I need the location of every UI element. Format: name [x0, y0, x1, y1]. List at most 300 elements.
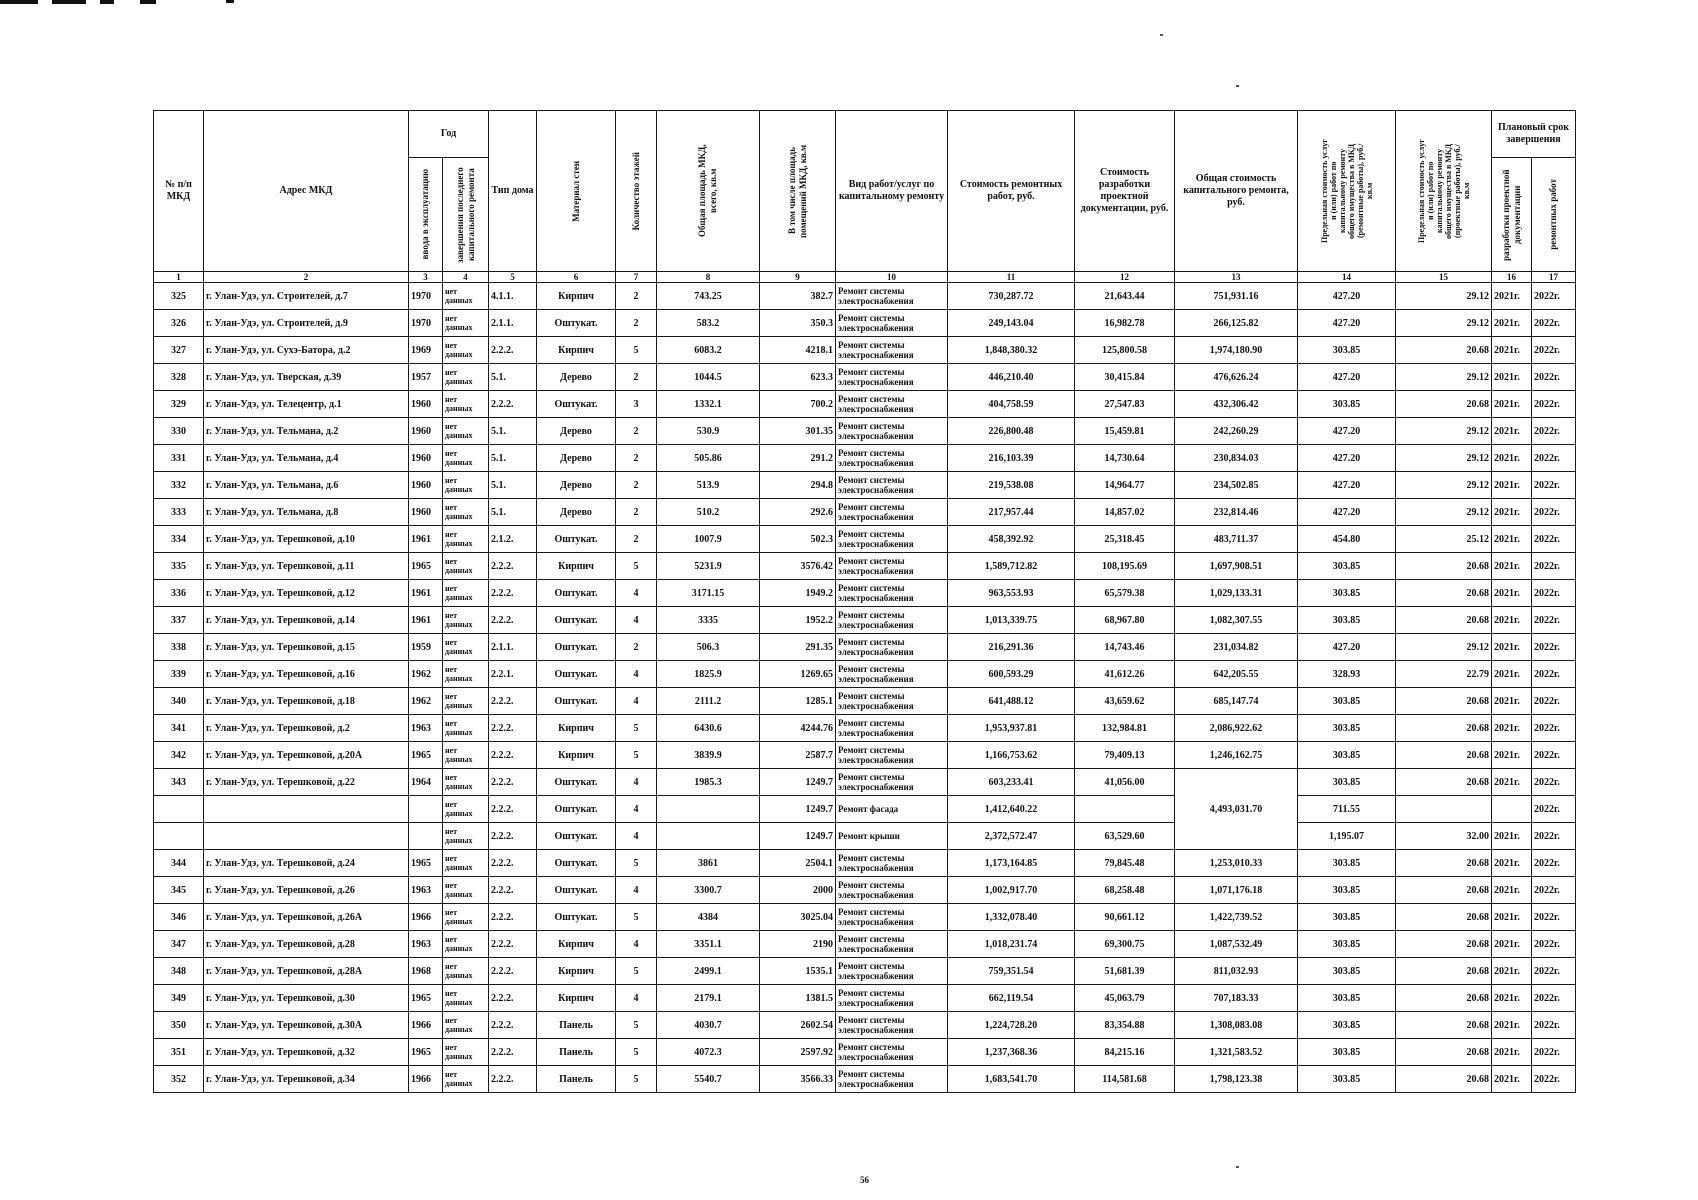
cell-floors: 2: [616, 310, 657, 337]
cell-address: г. Улан-Удэ, ул. Терешковой, д.32: [204, 1039, 409, 1066]
cell-area: 5540.7: [657, 1066, 760, 1093]
cell-last: нет данных: [443, 364, 489, 391]
cell-floors: 4: [616, 823, 657, 850]
cell-premises: 2000: [760, 877, 836, 904]
column-number: 10: [836, 272, 948, 283]
cell-area: 1825.9: [657, 661, 760, 688]
cell-d1: 2021г.: [1492, 472, 1532, 499]
cell-floors: 3: [616, 391, 657, 418]
cell-work: Ремонт системы электроснабжения: [836, 607, 948, 634]
cell-type: 2.2.2.: [489, 607, 537, 634]
cell-year: 1970: [409, 283, 443, 310]
cell-work: Ремонт системы электроснабжения: [836, 580, 948, 607]
cell-d1: 2021г.: [1492, 742, 1532, 769]
header-deadline-design: разработки проектной документации: [1492, 158, 1532, 272]
cell-last: нет данных: [443, 985, 489, 1012]
cell-area: 5231.9: [657, 553, 760, 580]
cell-design: 30,415.84: [1075, 364, 1175, 391]
cell-repair: 1,237,368.36: [948, 1039, 1075, 1066]
cell-work: Ремонт системы электроснабжения: [836, 526, 948, 553]
cell-type: 2.2.2.: [489, 985, 537, 1012]
column-number: 11: [948, 272, 1075, 283]
cell-premises: 4244.76: [760, 715, 836, 742]
cell-design: 25,318.45: [1075, 526, 1175, 553]
cell-last: нет данных: [443, 1039, 489, 1066]
cell-d2: 2022г.: [1532, 553, 1576, 580]
cell-work: Ремонт системы электроснабжения: [836, 715, 948, 742]
cell-work: Ремонт системы электроснабжения: [836, 769, 948, 796]
cell-limit-d: 20.68: [1396, 553, 1492, 580]
cell-num: 349: [154, 985, 204, 1012]
cell-design: 132,984.81: [1075, 715, 1175, 742]
cell-total: 1,321,583.52: [1175, 1039, 1298, 1066]
cell-work: Ремонт системы электроснабжения: [836, 877, 948, 904]
page-number: 56: [860, 1175, 869, 1185]
cell-d1: 2021г.: [1492, 418, 1532, 445]
cell-limit-d: 20.68: [1396, 337, 1492, 364]
cell-limit-d: 29.12: [1396, 283, 1492, 310]
cell-premises: 382.7: [760, 283, 836, 310]
scan-artifact: [226, 0, 234, 3]
cell-total: 707,183.33: [1175, 985, 1298, 1012]
cell-floors: 4: [616, 580, 657, 607]
empty-cell: [657, 823, 760, 850]
cell-num: 351: [154, 1039, 204, 1066]
column-number: 3: [409, 272, 443, 283]
cell-d2: 2022г.: [1532, 364, 1576, 391]
cell-design: 68,967.80: [1075, 607, 1175, 634]
cell-area: 6083.2: [657, 337, 760, 364]
cell-num: 337: [154, 607, 204, 634]
cell-design: 114,581.68: [1075, 1066, 1175, 1093]
cell-repair: 1,166,753.62: [948, 742, 1075, 769]
cell-design: 51,681.39: [1075, 958, 1175, 985]
cell-material: Дерево: [537, 418, 616, 445]
table-row: [154, 418, 1576, 445]
cell-floors: 5: [616, 1039, 657, 1066]
cell-work: Ремонт системы электроснабжения: [836, 1039, 948, 1066]
cell-premises: 1249.7: [760, 769, 836, 796]
cell-floors: 2: [616, 634, 657, 661]
cell-last: нет данных: [443, 418, 489, 445]
cell-limit-d: 29.12: [1396, 310, 1492, 337]
cell-year: 1965: [409, 985, 443, 1012]
cell-d1: 2021г.: [1492, 661, 1532, 688]
cell-design: 14,730.64: [1075, 445, 1175, 472]
cell-num: 343: [154, 769, 204, 796]
cell-work: Ремонт системы электроснабжения: [836, 418, 948, 445]
cell-repair: 1,173,164.85: [948, 850, 1075, 877]
cell-floors: 2: [616, 418, 657, 445]
cell-repair: 600,593.29: [948, 661, 1075, 688]
cell-d2: 2022г.: [1532, 580, 1576, 607]
cell-work: Ремонт системы электроснабжения: [836, 1066, 948, 1093]
cell-last: нет данных: [443, 742, 489, 769]
cell-limit-d: 20.68: [1396, 1066, 1492, 1093]
cell-d2: 2022г.: [1532, 769, 1576, 796]
cell-num: 327: [154, 337, 204, 364]
cell-premises: 2602.54: [760, 1012, 836, 1039]
cell-limit-d: 29.12: [1396, 499, 1492, 526]
cell-work: Ремонт системы электроснабжения: [836, 904, 948, 931]
cell-premises: 623.3: [760, 364, 836, 391]
cell-work: Ремонт системы электроснабжения: [836, 688, 948, 715]
cell-premises: 294.8: [760, 472, 836, 499]
cell-work: Ремонт системы электроснабжения: [836, 364, 948, 391]
cell-last: нет данных: [443, 283, 489, 310]
cell-d2: 2022г.: [1532, 1012, 1576, 1039]
cell-repair: 217,957.44: [948, 499, 1075, 526]
cell-work: Ремонт системы электроснабжения: [836, 283, 948, 310]
scan-speck: [1236, 1166, 1239, 1168]
cell-type: 2.2.2.: [489, 931, 537, 958]
cell-last: нет данных: [443, 526, 489, 553]
cell-design: 79,845.48: [1075, 850, 1175, 877]
table-row: [154, 688, 1576, 715]
cell-area: 3300.7: [657, 877, 760, 904]
cell-material: Кирпич: [537, 337, 616, 364]
cell-last: нет данных: [443, 715, 489, 742]
cell-total: 1,029,133.31: [1175, 580, 1298, 607]
cell-type: 2.2.2.: [489, 1039, 537, 1066]
cell-limit-d: 20.68: [1396, 391, 1492, 418]
cell-limit-d: 29.12: [1396, 472, 1492, 499]
table-header: [154, 111, 1576, 283]
cell-limit-r: 303.85: [1298, 688, 1396, 715]
cell-last: нет данных: [443, 796, 489, 823]
header-num: № п/п МКД: [154, 111, 204, 272]
cell-design: 21,643.44: [1075, 283, 1175, 310]
cell-address: г. Улан-Удэ, ул. Сухэ-Батора, д.2: [204, 337, 409, 364]
cell-material: Кирпич: [537, 742, 616, 769]
cell-limit-r: 454.80: [1298, 526, 1396, 553]
cell-address: г. Улан-Удэ, ул. Тверская, д.39: [204, 364, 409, 391]
cell-last: нет данных: [443, 607, 489, 634]
cell-design: 14,743.46: [1075, 634, 1175, 661]
cell-design: 63,529.60: [1075, 823, 1175, 850]
header-limit-repair: Предельная стоимость услуг и (или) работ по капитальному ремонту общего имущества в МКД (ремонтные работы), руб./кв.м: [1298, 111, 1396, 272]
cell-d1: 2021г.: [1492, 769, 1532, 796]
cell-limit-d: 22.79: [1396, 661, 1492, 688]
cell-design: 84,215.16: [1075, 1039, 1175, 1066]
cell-repair: 226,800.48: [948, 418, 1075, 445]
cell-repair: 603,233.41: [948, 769, 1075, 796]
cell-area: 583.2: [657, 310, 760, 337]
column-number: 16: [1492, 272, 1532, 283]
table-row: [154, 877, 1576, 904]
header-year-group: Год: [409, 111, 489, 158]
cell-d1: 2021г.: [1492, 904, 1532, 931]
cell-limit-d: 25.12: [1396, 526, 1492, 553]
cell-repair: 1,332,078.40: [948, 904, 1075, 931]
cell-design: 15,459.81: [1075, 418, 1175, 445]
header-limit-design: Предельная стоимость услуг и (или) работ по капитальному ремонту общего имущества в МКД (проектные работы), руб./кв.м: [1396, 111, 1492, 272]
cell-material: Оштукат.: [537, 877, 616, 904]
cell-d2: 2022г.: [1532, 661, 1576, 688]
cell-last: нет данных: [443, 472, 489, 499]
cell-address: г. Улан-Удэ, ул. Строителей, д.7: [204, 283, 409, 310]
cell-last: нет данных: [443, 310, 489, 337]
cell-num: 336: [154, 580, 204, 607]
cell-repair: 1,002,917.70: [948, 877, 1075, 904]
cell-year: 1960: [409, 418, 443, 445]
cell-area: 3351.1: [657, 931, 760, 958]
cell-d2: 2022г.: [1532, 904, 1576, 931]
cell-last: нет данных: [443, 499, 489, 526]
cell-limit-r: 303.85: [1298, 769, 1396, 796]
cell-area: 4030.7: [657, 1012, 760, 1039]
cell-premises: 350.3: [760, 310, 836, 337]
cell-limit-d: 29.12: [1396, 634, 1492, 661]
cell-d1: 2021г.: [1492, 850, 1532, 877]
cell-total: 234,502.85: [1175, 472, 1298, 499]
cell-material: Кирпич: [537, 931, 616, 958]
cell-num: 335: [154, 553, 204, 580]
cell-area: 3335: [657, 607, 760, 634]
cell-design: 14,964.77: [1075, 472, 1175, 499]
header-deadline-group: Плановый срок завершения: [1492, 111, 1576, 158]
cell-type: 5.1.: [489, 445, 537, 472]
cell-premises: 291.2: [760, 445, 836, 472]
repair-schedule-table: [153, 110, 1576, 1093]
cell-area: 4072.3: [657, 1039, 760, 1066]
cell-floors: 4: [616, 931, 657, 958]
cell-num: 333: [154, 499, 204, 526]
cell-premises: 1381.5: [760, 985, 836, 1012]
cell-material: Оштукат.: [537, 607, 616, 634]
cell-limit-r: 303.85: [1298, 1066, 1396, 1093]
cell-d1: 2021г.: [1492, 499, 1532, 526]
cell-design: 108,195.69: [1075, 553, 1175, 580]
cell-repair: 458,392.92: [948, 526, 1075, 553]
cell-total: 1,974,180.90: [1175, 337, 1298, 364]
cell-premises: 3025.04: [760, 904, 836, 931]
cell-limit-d: 29.12: [1396, 364, 1492, 391]
cell-year: 1961: [409, 607, 443, 634]
cell-address: г. Улан-Удэ, ул. Телецентр, д.1: [204, 391, 409, 418]
cell-d1: 2021г.: [1492, 1039, 1532, 1066]
header-total-area: Общая площадь МКД, всего, кв.м: [657, 111, 760, 272]
cell-num: 325: [154, 283, 204, 310]
cell-work: Ремонт системы электроснабжения: [836, 661, 948, 688]
cell-limit-r: 303.85: [1298, 877, 1396, 904]
cell-last: нет данных: [443, 580, 489, 607]
cell-year: 1960: [409, 445, 443, 472]
cell-address: г. Улан-Удэ, ул. Терешковой, д.16: [204, 661, 409, 688]
scan-artifact: [52, 0, 86, 4]
table-row: [154, 1012, 1576, 1039]
cell-design: 69,300.75: [1075, 931, 1175, 958]
cell-material: Кирпич: [537, 958, 616, 985]
cell-work: Ремонт системы электроснабжения: [836, 499, 948, 526]
cell-limit-r: 427.20: [1298, 445, 1396, 472]
cell-premises: 1535.1: [760, 958, 836, 985]
cell-last: нет данных: [443, 958, 489, 985]
cell-d2: 2022г.: [1532, 472, 1576, 499]
cell-d1: 2021г.: [1492, 634, 1532, 661]
cell-material: Дерево: [537, 445, 616, 472]
cell-address: г. Улан-Удэ, ул. Терешковой, д.10: [204, 526, 409, 553]
cell-d1: 2021г.: [1492, 553, 1532, 580]
cell-design: 16,982.78: [1075, 310, 1175, 337]
cell-type: 2.2.2.: [489, 1012, 537, 1039]
cell-d2: 2022г.: [1532, 418, 1576, 445]
cell-address: г. Улан-Удэ, ул. Тельмана, д.6: [204, 472, 409, 499]
cell-repair: 1,683,541.70: [948, 1066, 1075, 1093]
cell-limit-r: 427.20: [1298, 418, 1396, 445]
cell-limit-r: 303.85: [1298, 742, 1396, 769]
cell-d2: 2022г.: [1532, 931, 1576, 958]
cell-year: 1965: [409, 553, 443, 580]
cell-floors: 5: [616, 1012, 657, 1039]
cell-work: Ремонт крыши: [836, 823, 948, 850]
cell-area: 1985.3: [657, 769, 760, 796]
cell-last: нет данных: [443, 850, 489, 877]
cell-last: нет данных: [443, 391, 489, 418]
header-year-operation: ввода в эксплуатацию: [409, 158, 443, 272]
cell-limit-d: 20.68: [1396, 904, 1492, 931]
column-number: 5: [489, 272, 537, 283]
cell-address: г. Улан-Удэ, ул. Терешковой, д.26: [204, 877, 409, 904]
cell-floors: 5: [616, 958, 657, 985]
cell-work: Ремонт системы электроснабжения: [836, 472, 948, 499]
cell-d2: 2022г.: [1532, 283, 1576, 310]
cell-d2: 2022г.: [1532, 985, 1576, 1012]
cell-limit-r: 427.20: [1298, 310, 1396, 337]
cell-limit-d: 29.12: [1396, 418, 1492, 445]
cell-limit-r: 427.20: [1298, 283, 1396, 310]
cell-total: 230,834.03: [1175, 445, 1298, 472]
cell-address: г. Улан-Удэ, ул. Терешковой, д.14: [204, 607, 409, 634]
cell-limit-d: 20.68: [1396, 1012, 1492, 1039]
table-row: [154, 553, 1576, 580]
cell-floors: 2: [616, 499, 657, 526]
table-row: [154, 391, 1576, 418]
cell-type: 2.2.2.: [489, 715, 537, 742]
cell-repair: 1,224,728.20: [948, 1012, 1075, 1039]
cell-design: 41,612.26: [1075, 661, 1175, 688]
cell-limit-d: 20.68: [1396, 769, 1492, 796]
scan-artifact: [100, 0, 114, 4]
cell-limit-d: 20.68: [1396, 931, 1492, 958]
cell-type: 2.2.2.: [489, 688, 537, 715]
column-number: 7: [616, 272, 657, 283]
cell-material: Оштукат.: [537, 661, 616, 688]
cell-d1: 2021г.: [1492, 985, 1532, 1012]
cell-work: Ремонт системы электроснабжения: [836, 337, 948, 364]
cell-type: 2.2.2.: [489, 796, 537, 823]
cell-work: Ремонт фасада: [836, 796, 948, 823]
cell-repair: 446,210.40: [948, 364, 1075, 391]
cell-design: 90,661.12: [1075, 904, 1175, 931]
cell-material: Кирпич: [537, 283, 616, 310]
cell-year: 1966: [409, 1012, 443, 1039]
cell-address: г. Улан-Удэ, ул. Терешковой, д.12: [204, 580, 409, 607]
cell-address: г. Улан-Удэ, ул. Терешковой, д.2: [204, 715, 409, 742]
cell-address: г. Улан-Удэ, ул. Терешковой, д.22: [204, 769, 409, 796]
cell-limit-d: 20.68: [1396, 688, 1492, 715]
cell-material: Оштукат.: [537, 580, 616, 607]
cell-total: 1,253,010.33: [1175, 850, 1298, 877]
cell-d1: 2021г.: [1492, 283, 1532, 310]
cell-design: 65,579.38: [1075, 580, 1175, 607]
cell-area: 530.9: [657, 418, 760, 445]
cell-type: 5.1.: [489, 472, 537, 499]
empty-cell: [1396, 796, 1492, 823]
column-number: 4: [443, 272, 489, 283]
cell-repair: 1,018,231.74: [948, 931, 1075, 958]
cell-material: Дерево: [537, 364, 616, 391]
cell-d1: 2021г.: [1492, 931, 1532, 958]
cell-design: 43,659.62: [1075, 688, 1175, 715]
column-number: 15: [1396, 272, 1492, 283]
cell-limit-r: 427.20: [1298, 364, 1396, 391]
table-row: [154, 526, 1576, 553]
cell-year: 1965: [409, 742, 443, 769]
cell-floors: 5: [616, 337, 657, 364]
cell-floors: 2: [616, 283, 657, 310]
cell-d2: 2022г.: [1532, 526, 1576, 553]
cell-floors: 4: [616, 796, 657, 823]
cell-premises: 700.2: [760, 391, 836, 418]
cell-design: 79,409.13: [1075, 742, 1175, 769]
cell-limit-d: 20.68: [1396, 958, 1492, 985]
cell-premises: 292.6: [760, 499, 836, 526]
cell-premises: 291.35: [760, 634, 836, 661]
cell-premises: 2504.1: [760, 850, 836, 877]
header-floors: Количество этажей: [616, 111, 657, 272]
cell-work: Ремонт системы электроснабжения: [836, 445, 948, 472]
cell-premises: 1269.65: [760, 661, 836, 688]
cell-type: 2.2.2.: [489, 850, 537, 877]
cell-area: 3861: [657, 850, 760, 877]
cell-address: г. Улан-Удэ, ул. Терешковой, д.34: [204, 1066, 409, 1093]
cell-d1: 2021г.: [1492, 1066, 1532, 1093]
table-row: [154, 445, 1576, 472]
cell-last: нет данных: [443, 553, 489, 580]
cell-d1: 2021г.: [1492, 1012, 1532, 1039]
cell-type: 2.1.1.: [489, 310, 537, 337]
cell-total: 231,034.82: [1175, 634, 1298, 661]
cell-num: 328: [154, 364, 204, 391]
cell-total: 1,697,908.51: [1175, 553, 1298, 580]
cell-premises: 1285.1: [760, 688, 836, 715]
cell-total: 685,147.74: [1175, 688, 1298, 715]
cell-last: нет данных: [443, 904, 489, 931]
cell-limit-d: 20.68: [1396, 850, 1492, 877]
cell-area: 4384: [657, 904, 760, 931]
header-address: Адрес МКД: [204, 111, 409, 272]
column-number-row: [154, 272, 1576, 283]
cell-repair: 1,953,937.81: [948, 715, 1075, 742]
cell-year: 1965: [409, 1039, 443, 1066]
cell-d2: 2022г.: [1532, 1066, 1576, 1093]
cell-premises: 1952.2: [760, 607, 836, 634]
empty-cell: [1075, 796, 1175, 823]
cell-repair: 2,372,572.47: [948, 823, 1075, 850]
cell-total: 1,422,739.52: [1175, 904, 1298, 931]
table-row: [154, 1066, 1576, 1093]
cell-year: 1961: [409, 526, 443, 553]
cell-floors: 4: [616, 607, 657, 634]
cell-type: 2.2.2.: [489, 553, 537, 580]
cell-d1: 2021г.: [1492, 337, 1532, 364]
table-row: [154, 310, 1576, 337]
empty-cell: [204, 823, 409, 850]
cell-area: 505.86: [657, 445, 760, 472]
cell-design: 83,354.88: [1075, 1012, 1175, 1039]
cell-address: г. Улан-Удэ, ул. Тельмана, д.8: [204, 499, 409, 526]
